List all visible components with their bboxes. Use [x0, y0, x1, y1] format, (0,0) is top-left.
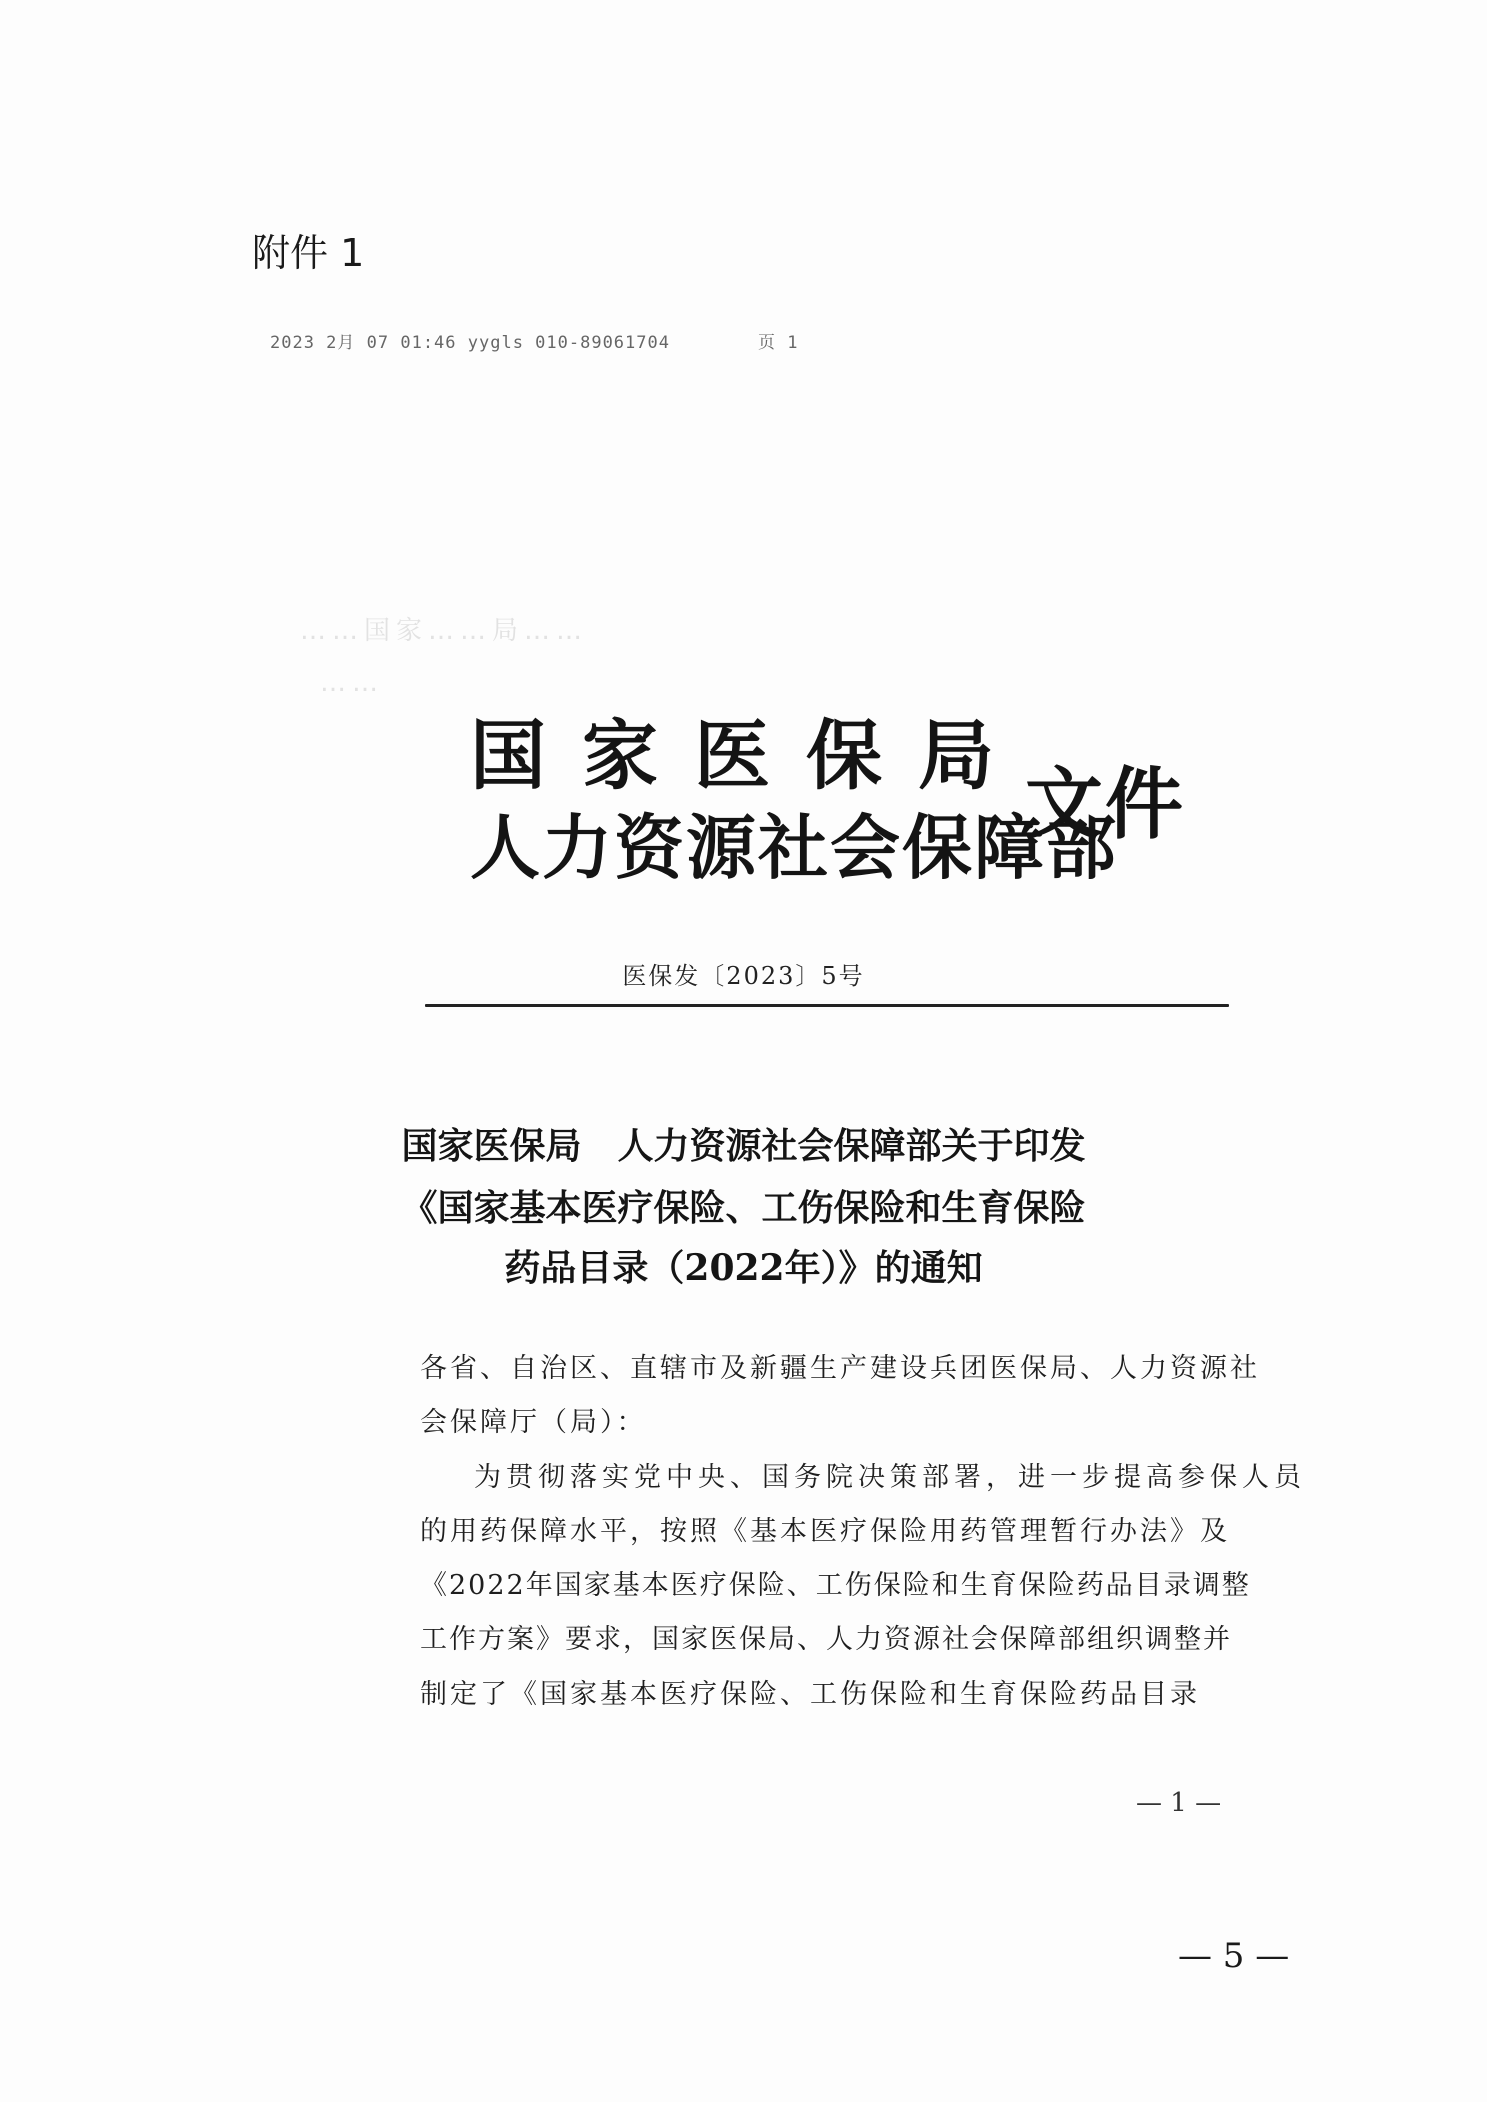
issuer-line-1: 国家医保局 — [470, 711, 1030, 800]
fax-header-text: 2023 2月 07 01:46 yygls 010-89061704 — [270, 333, 670, 353]
body-line: 制定了《国家基本医疗保险、工伤保险和生育保险药品目录 — [420, 1679, 1200, 1710]
notice-title-line-1: 国家医保局 人力资源社会保障部关于印发 — [401, 1125, 1086, 1167]
body-line: 会保障厅（局）： — [420, 1407, 647, 1438]
document-type-suffix: 文件 — [1025, 759, 1186, 850]
faint-bleedthrough-line2: …… — [320, 668, 384, 698]
outer-page-number: — 5 — — [1178, 1936, 1290, 1976]
attachment-label: 附件 1 — [252, 231, 365, 275]
notice-title-line-2: 《国家基本医疗保险、工伤保险和生育保险 — [401, 1187, 1086, 1229]
inner-page-number: — 1 — — [1136, 1788, 1222, 1818]
header-divider-rule — [425, 1004, 1229, 1007]
body-line: 为贯彻落实党中央、国务院决策部署，进一步提高参保人员 — [474, 1462, 1306, 1493]
fax-header — [270, 328, 799, 353]
fax-header-page: 页 1 — [758, 333, 799, 353]
body-line: 的用药保障水平，按照《基本医疗保险用药管理暂行办法》及 — [420, 1516, 1230, 1547]
body-line: 各省、自治区、直辖市及新疆生产建设兵团医保局、人力资源社 — [420, 1353, 1260, 1384]
issuer-line-2: 人力资源社会保障部 — [470, 806, 1118, 889]
document-number: 医保发〔2023〕5号 — [622, 962, 865, 990]
body-line: 工作方案》要求，国家医保局、人力资源社会保障部组织调整并 — [420, 1624, 1232, 1655]
body-line: 《2022年国家基本医疗保险、工伤保险和生育保险药品目录调整 — [420, 1570, 1251, 1601]
notice-title-line-3: 药品目录（2022年）》的通知 — [504, 1247, 983, 1289]
faint-bleedthrough-line1: ……国家……局…… — [300, 616, 589, 646]
